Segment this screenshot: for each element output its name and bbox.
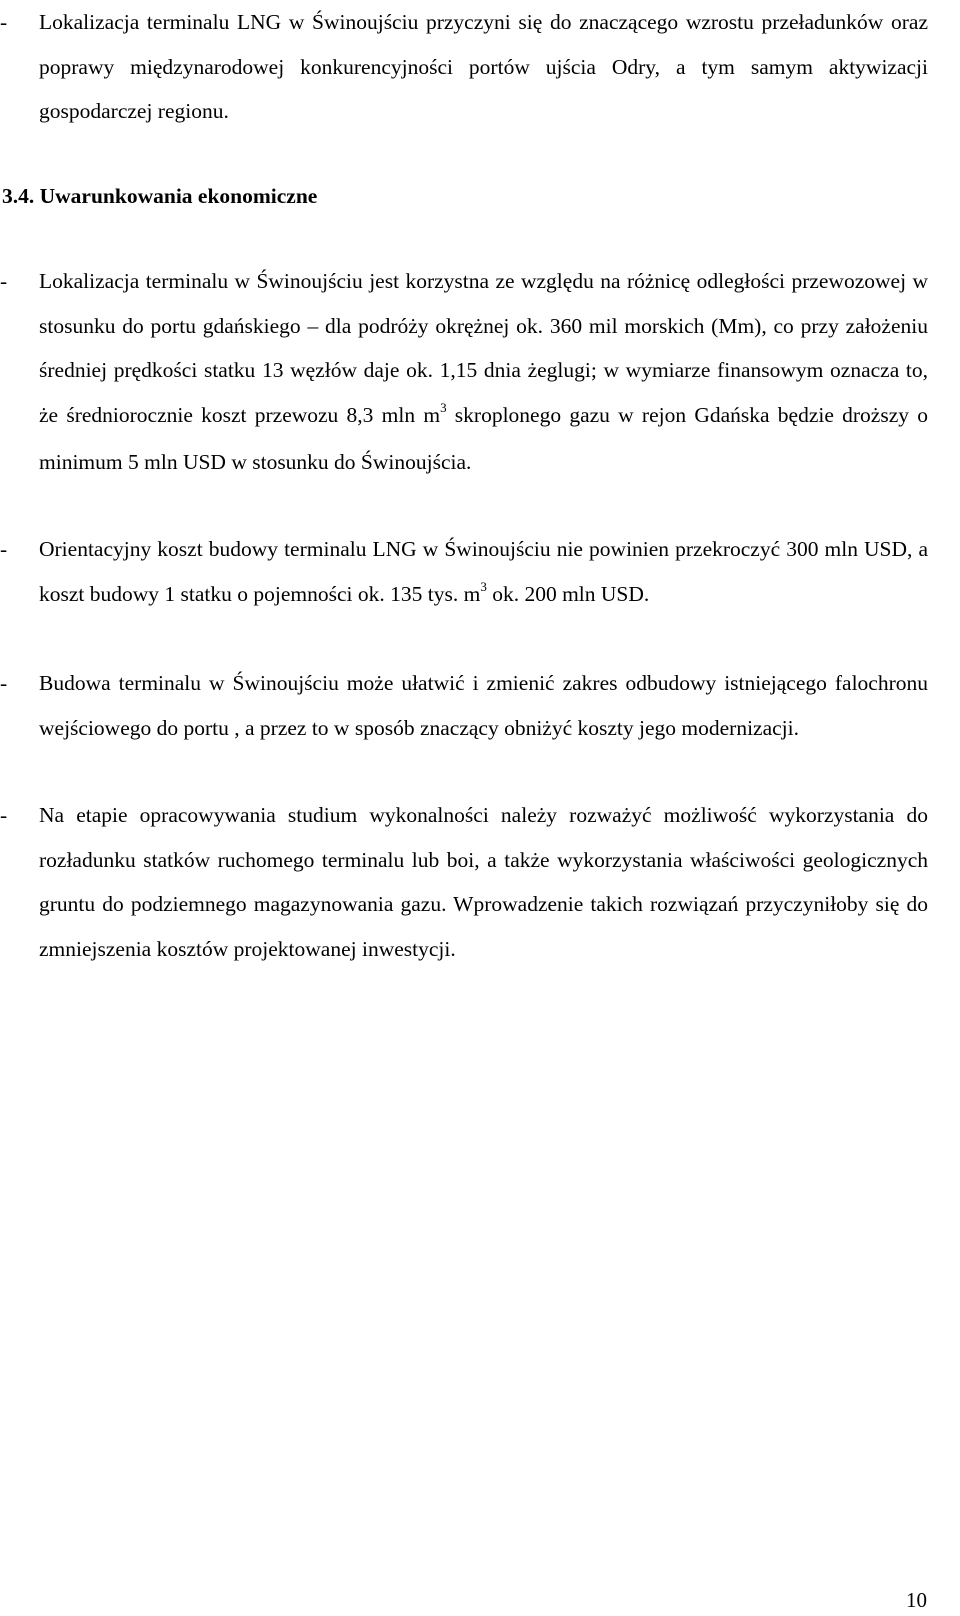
list-dash: -	[0, 671, 8, 695]
list-item	[0, 793, 960, 971]
list-item	[0, 527, 960, 619]
paragraph-text: Na etapie opracowywania studium wykonalności należy rozważyć możliwość wykorzystania do rozładunku statków ruchomego terminalu lub boi, a także wykorzystania właściwości geologicznych gruntu do podziemnego magazynowania gazu. Wprowadzenie takich rozwiązań przyczyniłoby się do zmniejszenia kosztów projektowanej inwestycji.	[39, 803, 928, 961]
text-segment: ok. 200 mln USD.	[486, 581, 650, 606]
list-item	[0, 259, 960, 485]
text-segment: Orientacyjny koszt budowy terminalu LNG w Świnoujściu nie powinien przekroczyć 300 mln USD, a koszt budowy 1 statku o pojemności ok. 135 tys. m	[39, 537, 928, 606]
section-heading: 3.4. Uwarunkowania ekonomiczne	[2, 184, 318, 208]
paragraph-text: Lokalizacja terminalu LNG w Świnoujściu przyczyni się do znaczącego wzrostu przeładunków oraz poprawy międzynarodowej konkurencyjności portów ujścia Odry, a tym samym aktywizacji gospodarczej regionu.	[39, 10, 928, 123]
paragraph-text	[39, 527, 928, 619]
list-item	[0, 0, 960, 134]
list-dash: -	[0, 10, 8, 34]
text-segment: skroplonego gazu w rejon Gdańska będzie droższy o minimum 5 mln USD w stosunku do Świnoujścia.	[39, 402, 928, 474]
list-item	[0, 661, 960, 750]
paragraph-text: Budowa terminalu w Świnoujściu może ułatwić i zmienić zakres odbudowy istniejącego falochronu wejściowego do portu , a przez to w sposób znaczący obniżyć koszty jego modernizacji.	[39, 671, 928, 740]
list-dash: -	[0, 269, 8, 293]
list-dash: -	[0, 537, 8, 561]
paragraph-text	[39, 259, 928, 485]
superscript: 3	[440, 399, 447, 415]
list-dash: -	[0, 803, 8, 827]
page-number: 10	[906, 1588, 927, 1612]
text-segment: Lokalizacja terminalu w Świnoujściu jest korzystna ze względu na różnicę odległości przewozowej w stosunku do portu gdańskiego – dla podróży okrężnej ok. 360 mil morskich (Mm), co przy założeniu średniej prędkości statku 13 węzłów daje ok. 1,15 dnia żeglugi; w wymiarze finansowym oznacza to, że średniorocznie koszt przewozu 8,3 mln m	[39, 269, 928, 427]
superscript: 3	[480, 578, 487, 594]
